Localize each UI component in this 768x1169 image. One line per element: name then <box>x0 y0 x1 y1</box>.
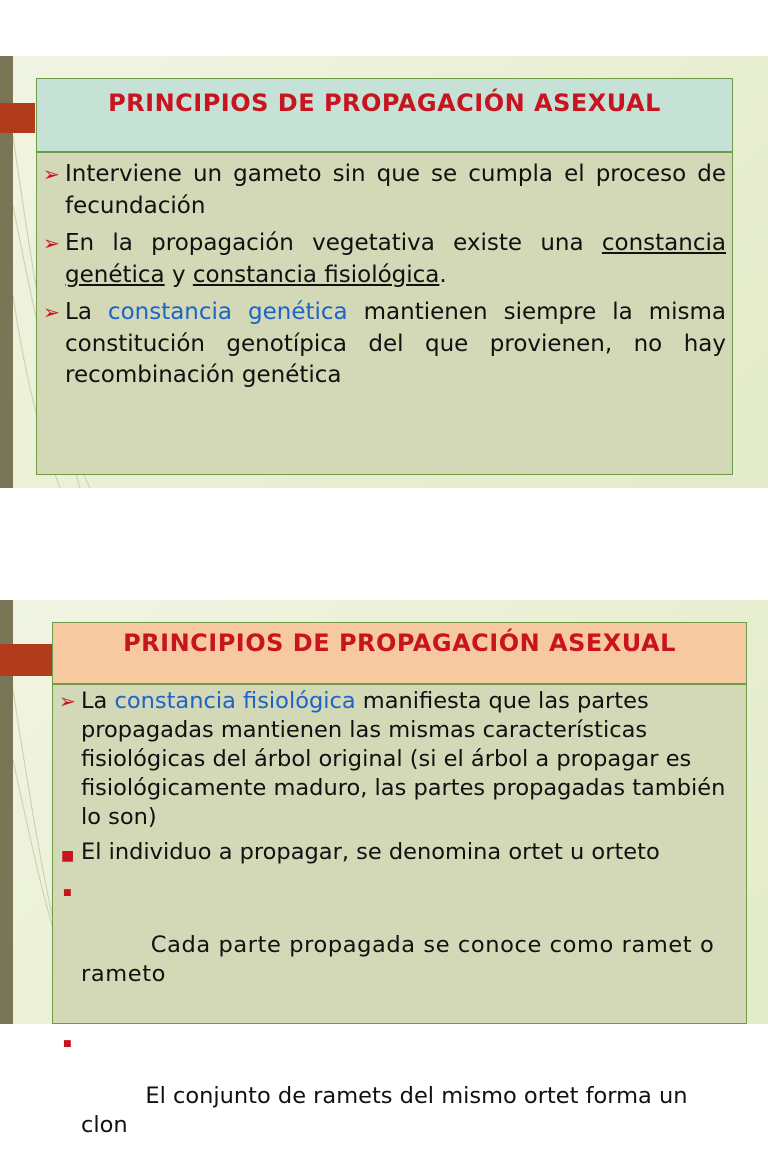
list-item <box>43 159 726 222</box>
highlighted-term: constancia fisiológica <box>114 688 356 714</box>
content-box <box>36 152 733 475</box>
list-item <box>59 1024 738 1169</box>
item-text: La <box>65 299 108 325</box>
square-bullet-icon: ■ <box>61 848 75 864</box>
item-text: La <box>81 688 115 714</box>
title-box <box>52 622 747 684</box>
content-box <box>52 684 747 1138</box>
small-square-bullet-icon: ■ <box>63 1039 72 1049</box>
item-text: Interviene un gameto sin que se cumpla el proceso de fecundación <box>65 161 726 219</box>
slide-1 <box>0 56 768 488</box>
red-accent-tab <box>0 103 35 133</box>
underlined-term: constancia genética <box>65 230 726 288</box>
arrow-bullet-icon: ➢ <box>43 231 60 255</box>
arrow-bullet-icon: ➢ <box>59 689 76 713</box>
item-text: El conjunto de ramets del mismo ortet forma un clon <box>81 1083 702 1138</box>
item-text: El individuo a propagar, se denomina ortet u orteto <box>81 839 660 865</box>
list-item <box>59 687 738 832</box>
arrow-bullet-icon: ➢ <box>43 162 60 186</box>
item-text: Cada parte propagada se conoce como ramet o rameto <box>81 932 730 987</box>
red-accent-tab <box>0 644 52 676</box>
arrow-bullet-icon: ➢ <box>43 300 60 324</box>
highlighted-term: constancia genética <box>107 299 348 325</box>
small-square-bullet-icon: ■ <box>63 888 73 898</box>
item-text: mantienen siempre la misma constitución genotípica del que provienen, no hay recombinación genética <box>65 299 726 388</box>
item-text: y <box>164 261 193 288</box>
title-box <box>36 78 733 152</box>
underlined-term: constancia fisiológica <box>192 261 440 288</box>
slide-title: PRINCIPIOS DE PROPAGACIÓN ASEXUAL <box>108 89 661 117</box>
list-item <box>43 228 726 291</box>
item-text: . <box>439 261 447 288</box>
item-text: En la propagación vegetativa existe una <box>65 230 602 256</box>
item-text: manifiesta que las partes propagadas mantienen las mismas características fisiológicas del árbol original (si el árbol a propagar es fisiológicamente maduro, las partes propagadas también lo son) <box>81 688 726 830</box>
list-item <box>59 873 738 1018</box>
list-item <box>43 297 726 392</box>
slide-2 <box>0 600 768 1138</box>
list-item <box>59 838 738 867</box>
slide-title: PRINCIPIOS DE PROPAGACIÓN ASEXUAL <box>123 629 676 657</box>
